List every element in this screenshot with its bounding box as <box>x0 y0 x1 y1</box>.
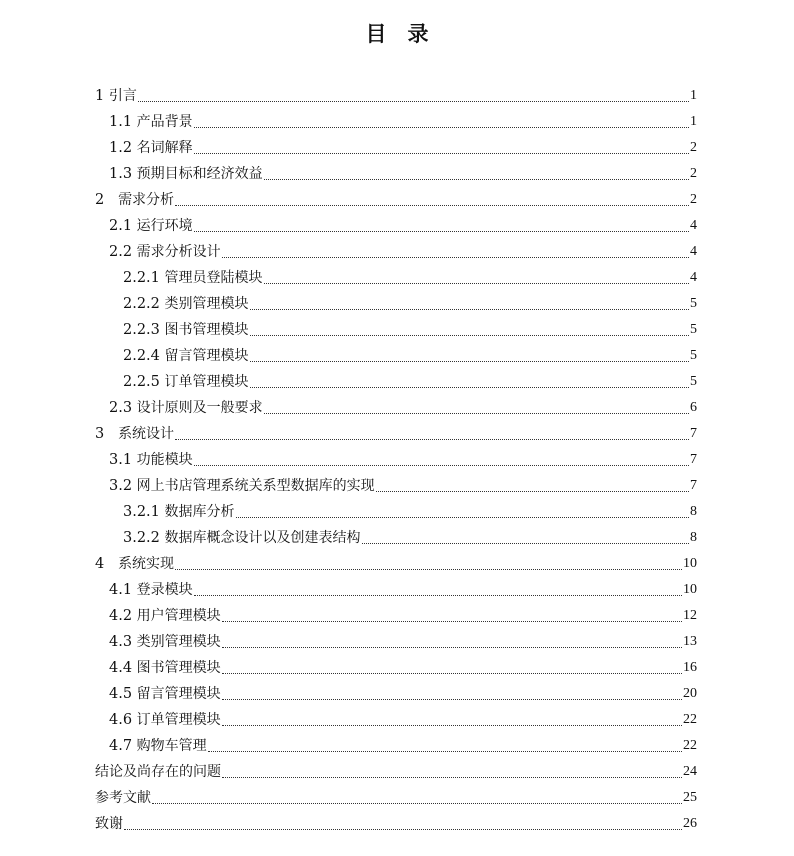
toc-dot-leader <box>194 465 689 466</box>
toc-entry-page: 20 <box>683 686 697 701</box>
toc-entry[interactable] <box>109 578 697 600</box>
toc-entry-page: 2 <box>690 166 697 181</box>
toc-entry-number: 2.2.3 <box>123 322 165 338</box>
toc-entry-title: 预期目标和经济效益 <box>136 166 263 182</box>
toc-entry-title: 数据库概念设计以及创建表结构 <box>164 530 361 546</box>
toc-dot-leader <box>222 673 682 674</box>
toc-entry-number: 2.2 <box>109 244 137 260</box>
toc-dot-leader <box>222 257 689 258</box>
toc-entry-title: 管理员登陆模块 <box>164 270 263 286</box>
toc-dot-leader <box>250 361 689 362</box>
toc-entry-title: 留言管理模块 <box>164 348 249 364</box>
toc-entry[interactable] <box>109 136 697 158</box>
toc-dot-leader <box>250 309 689 310</box>
toc-entry-title: 登录模块 <box>136 582 193 598</box>
toc-entry-page: 4 <box>690 270 697 285</box>
toc-entry-number: 3.2 <box>109 478 137 494</box>
toc-entry-title: 类别管理模块 <box>136 634 221 650</box>
toc-dot-leader <box>264 283 689 284</box>
toc-entry[interactable] <box>109 656 697 678</box>
toc-entry[interactable] <box>109 604 697 626</box>
toc-entry-number: 3.2.1 <box>123 504 165 520</box>
toc-entry-number: 4.4 <box>109 660 137 676</box>
toc-dot-leader <box>194 127 689 128</box>
toc-entry-number: 2.3 <box>109 400 137 416</box>
toc-entry-page: 7 <box>690 452 697 467</box>
toc-entry-title: 系统设计 <box>118 426 175 442</box>
toc-entry-page: 5 <box>690 322 697 337</box>
toc-entry[interactable] <box>109 630 697 652</box>
toc-dot-leader <box>175 569 682 570</box>
toc-entry-page: 2 <box>690 192 697 207</box>
toc-entry-title: 图书管理模块 <box>164 322 249 338</box>
toc-entry-page: 5 <box>690 374 697 389</box>
toc-entry-title: 参考文献 <box>95 790 151 806</box>
toc-dot-leader <box>222 621 682 622</box>
toc-entry[interactable] <box>95 786 697 808</box>
toc-entry-number: 4.7 <box>109 738 137 754</box>
toc-entry-number: 2.1 <box>109 218 137 234</box>
toc-entry-title: 图书管理模块 <box>136 660 221 676</box>
toc-entry-title: 结论及尚存在的问题 <box>95 764 221 780</box>
toc-entry-page: 16 <box>683 660 697 675</box>
toc-entry-number: 2.2.2 <box>123 296 165 312</box>
toc-entry[interactable] <box>95 188 697 210</box>
toc-entry[interactable] <box>109 240 697 262</box>
toc-dot-leader <box>175 205 689 206</box>
toc-entry-number: 3.1 <box>109 452 137 468</box>
toc-entry[interactable] <box>109 682 697 704</box>
toc-entry[interactable] <box>123 344 697 366</box>
toc-entry[interactable] <box>95 812 697 834</box>
toc-entry-title: 设计原则及一般要求 <box>136 400 263 416</box>
toc-entry-title: 网上书店管理系统关系型数据库的实现 <box>136 478 375 494</box>
toc-entry-title: 运行环境 <box>136 218 193 234</box>
toc-entry-page: 10 <box>683 556 697 571</box>
toc-entry-page: 10 <box>683 582 697 597</box>
toc-dot-leader <box>175 439 689 440</box>
toc-dot-leader <box>250 335 689 336</box>
toc-entry-title: 产品背景 <box>136 114 193 130</box>
toc-entry-title: 类别管理模块 <box>164 296 249 312</box>
toc-dot-leader <box>362 543 689 544</box>
toc-entry-page: 1 <box>690 114 697 129</box>
toc-entry-page: 1 <box>690 88 697 103</box>
toc-entry[interactable] <box>109 734 697 756</box>
toc-entry-title: 数据库分析 <box>164 504 235 520</box>
toc-entry-title: 功能模块 <box>136 452 193 468</box>
toc-entry-number: 4.6 <box>109 712 137 728</box>
toc-entry[interactable] <box>109 474 697 496</box>
toc-entry-number: 2.2.1 <box>123 270 165 286</box>
toc-dot-leader <box>264 179 689 180</box>
toc-entry-page: 13 <box>683 634 697 649</box>
toc-entry[interactable] <box>109 214 697 236</box>
toc-entry[interactable] <box>109 448 697 470</box>
toc-entry-title: 需求分析设计 <box>136 244 221 260</box>
toc-entry-page: 5 <box>690 296 697 311</box>
toc-entry-page: 12 <box>683 608 697 623</box>
toc-entry-title: 留言管理模块 <box>136 686 221 702</box>
toc-dot-leader <box>250 387 689 388</box>
toc-entry-page: 7 <box>690 426 697 441</box>
toc-entry-title: 名词解释 <box>136 140 193 156</box>
toc-entry-number: 4.3 <box>109 634 137 650</box>
toc-entry-title: 致谢 <box>95 816 123 832</box>
toc-entry-number: 3 <box>95 426 119 442</box>
toc-dot-leader <box>222 725 682 726</box>
toc-entry[interactable] <box>95 422 697 444</box>
toc-dot-leader <box>376 491 689 492</box>
toc-entry-number: 3.2.2 <box>123 530 165 546</box>
toc-dot-leader <box>152 803 682 804</box>
toc-entry-page: 26 <box>683 816 697 831</box>
toc-entry[interactable] <box>95 552 697 574</box>
toc-dot-leader <box>194 595 682 596</box>
toc-dot-leader <box>208 751 682 752</box>
toc-entry[interactable] <box>109 162 697 184</box>
toc-entry[interactable] <box>109 396 697 418</box>
toc-entry-title: 系统实现 <box>118 556 175 572</box>
toc-entry-number: 2.2.5 <box>123 374 165 390</box>
toc-entry-page: 6 <box>690 400 697 415</box>
toc-entry[interactable] <box>123 526 697 548</box>
toc-entry-page: 4 <box>690 218 697 233</box>
toc-dot-leader <box>222 647 682 648</box>
toc-entry-page: 25 <box>683 790 697 805</box>
toc-dot-leader <box>236 517 689 518</box>
toc-entry[interactable] <box>123 292 697 314</box>
toc-entry-number: 4 <box>95 556 119 572</box>
toc-dot-leader <box>124 829 682 830</box>
toc-entry[interactable] <box>95 84 697 106</box>
toc-dot-leader <box>222 699 682 700</box>
toc-entry-page: 5 <box>690 348 697 363</box>
page-title: 目 录 <box>365 22 429 46</box>
toc-entry[interactable] <box>95 760 697 782</box>
toc-entry-number: 1 <box>95 88 109 104</box>
toc-entry-page: 22 <box>683 738 697 753</box>
toc-entry[interactable] <box>109 110 697 132</box>
toc-entry[interactable] <box>123 500 697 522</box>
toc-entry-page: 7 <box>690 478 697 493</box>
toc-dot-leader <box>264 413 689 414</box>
toc-entry-page: 4 <box>690 244 697 259</box>
toc-entry-title: 用户管理模块 <box>136 608 221 624</box>
toc-entry-page: 22 <box>683 712 697 727</box>
toc-entry-title: 引言 <box>108 88 137 104</box>
toc-entry-number: 4.2 <box>109 608 137 624</box>
toc-entry-title: 订单管理模块 <box>164 374 249 390</box>
toc-entry-title: 订单管理模块 <box>136 712 221 728</box>
toc-entry-page: 8 <box>690 504 697 519</box>
toc-dot-leader <box>222 777 682 778</box>
toc-entry[interactable] <box>123 370 697 392</box>
toc-entry-title: 购物车管理 <box>136 738 207 754</box>
toc-entry-number: 4.5 <box>109 686 137 702</box>
toc-entry-page: 24 <box>683 764 697 779</box>
toc-entry-page: 8 <box>690 530 697 545</box>
toc-entry-number: 2 <box>95 192 119 208</box>
toc-dot-leader <box>194 153 689 154</box>
toc-entry[interactable] <box>109 708 697 730</box>
toc-entry-number: 1.1 <box>109 114 137 130</box>
toc-entry-title: 需求分析 <box>118 192 175 208</box>
toc-entry-number: 1.3 <box>109 166 137 182</box>
toc-entry-number: 1.2 <box>109 140 137 156</box>
toc-dot-leader <box>138 101 689 102</box>
toc-dot-leader <box>194 231 689 232</box>
toc-entry-number: 2.2.4 <box>123 348 165 364</box>
toc-entry[interactable] <box>123 318 697 340</box>
toc-entry[interactable] <box>123 266 697 288</box>
toc-entry-number: 4.1 <box>109 582 137 598</box>
toc-entry-page: 2 <box>690 140 697 155</box>
